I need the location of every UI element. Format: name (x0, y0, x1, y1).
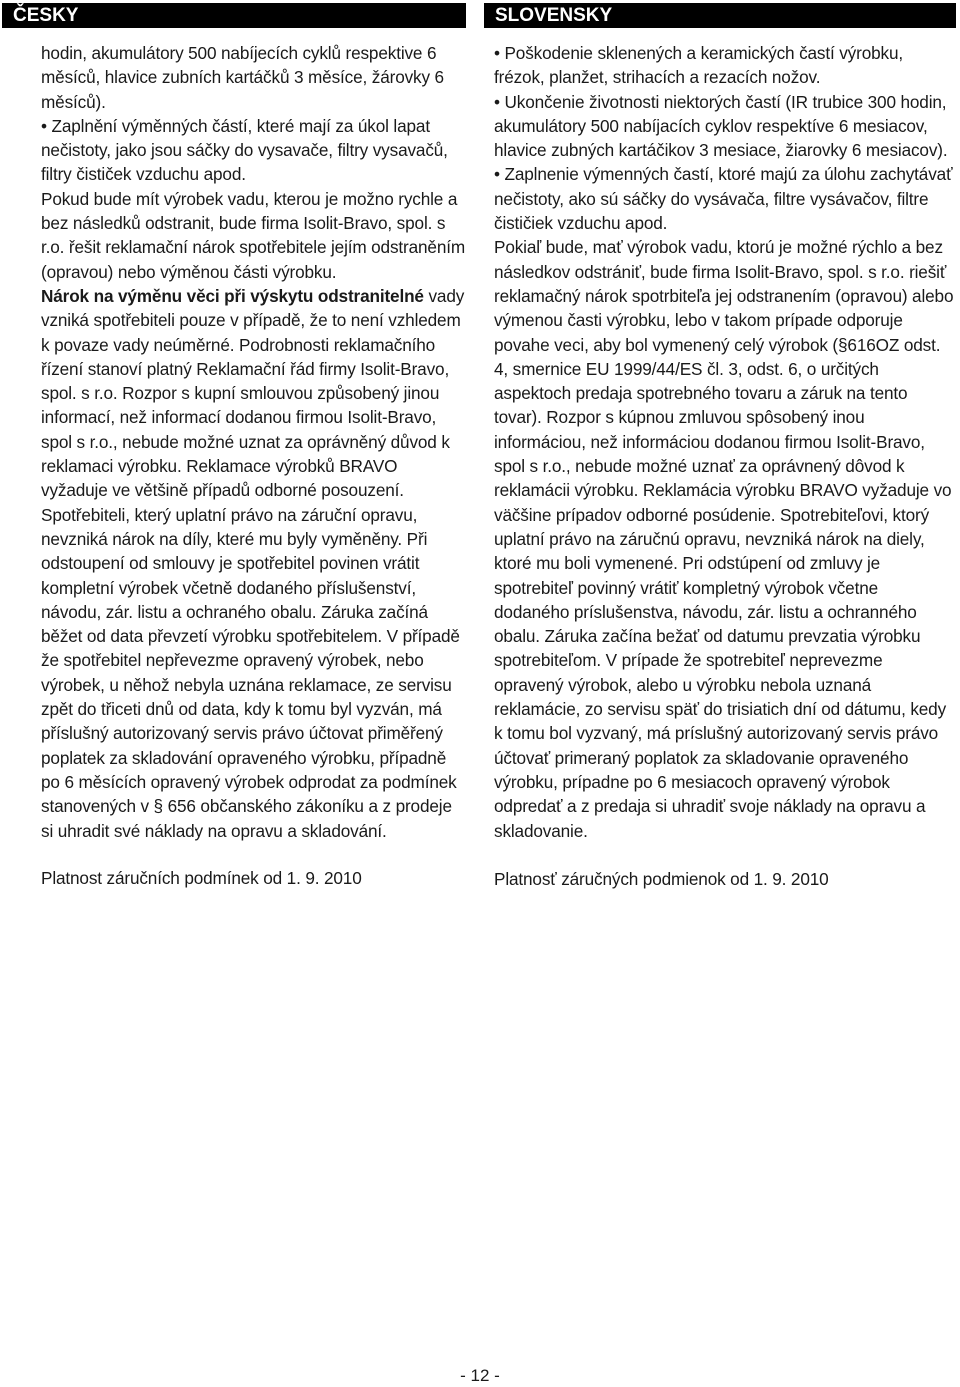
slovak-section-header: SLOVENSKY (484, 3, 956, 28)
czech-paragraph-4 (41, 284, 466, 843)
czech-paragraph-3: Pokud bude mít výrobek vadu, kterou je možno rychle a bez následků odstranit, bude firma Isolit-Bravo, spol. s r.o. řešit reklamační nárok spotřebitele jejím odstraněním (opravou) nebo výměnou části výrobku. (41, 188, 466, 282)
czech-validity-footer: Platnost záručních podmínek od 1. 9. 2010 (41, 867, 362, 888)
slovak-paragraph-4: Pokiaľ bude, mať výrobok vadu, ktorú je možné rýchlo a bez následkov odstrániť, bude firma Isolit-Bravo, spol. s r.o. riešiť reklamačný nárok spotrbiteľa jej odstranením (opravou) alebo výmenou časti výrobku, lebo v takom prípade odporuje povahe veci, aby bol vymenený celý výrobok (§616OZ odst. 4, smernice EU 1999/44/ES čl. 3, odst. 6, o určitých aspektoch predaja spotrebného tovaru a záruk na tento tovar). Rozpor s kúpnou zmluvou spôsobený inou informáciou, než informáciou dodanou firmou Isolit-Bravo, spol s r.o., nebude možné uznať za oprávnený dôvod k reklamácii výrobku. Reklamácia výrobku BRAVO vyžaduje vo väčšine prípadov odborné posúdenie. Spotrebiteľovi, ktorý uplatní právo na záručnú opravu, nevzniká nárok na diely, ktoré mu boli vymenené. Pri odstúpení od zmluvy je spotrebiteľ povinný vrátiť kompletný výrobok včetne dodaného príslušenstva, návodu, zár. listu a ochranného obalu. Záruka začína bežať od datumu prevzatia výrobku spotrebiteľom. V prípade že spotrebiteľ neprevezme opravený výrobok, alebo u výrobku nebola uznaná reklamácie, zo servisu späť do trisiatich dní od dátumu, kedy k tomu bol vyzvaný, má príslušný autorizovaný servis právo účtovať primeraný poplatok za skladovanie opraveného výrobku, prípadne po 6 mesiacoch opravený výrobok odpredať a z predaja si uhradiť svoje náklady na opravu a skladovanie. (494, 237, 954, 841)
czech-column (2, 3, 466, 890)
slovak-paragraph-3: • Zaplnenie výmenných častí, ktoré majú za úlohu zachytávať nečistoty, ako sú sáčky do vysávača, filtre vysávačov, filtre čističiek vzduchu apod. (494, 164, 953, 234)
czech-section-header: ČESKY (2, 3, 466, 28)
slovak-body (484, 28, 956, 891)
czech-paragraph-4-bold: Nárok na výměnu věci při výskytu odstranitelné (41, 285, 424, 306)
page-number: - 12 - (460, 1366, 500, 1385)
slovak-paragraph-1: • Poškodenie sklenených a keramických častí výrobku, frézok, planžet, strihacích a rezacích nožov. (494, 43, 903, 88)
czech-paragraph-4-text: vady vzniká spotřebiteli pouze v případě, že to není vzhledem k povaze vady neúměrné. Podrobnosti reklamačního řízení stanoví platný Reklamační řád firmy Isolit-Bravo, spol. s r.o. Rozpor s kupní smlouvou způsobený jinou informací, než informací dodanou firmou Isolit-Bravo, spol s r.o., nebude možné uznat za oprávněný důvod k reklamaci výrobku. Reklamace výrobků BRAVO vyžaduje ve většině případů odborné posouzení. Spotřebiteli, který uplatní právo na záruční opravu, nevzniká nárok na díly, které mu byly vyměněny. Při odstoupení od smlouvy je spotřebitel povinen vrátit kompletní výrobek včetně dodaného příslušenství, návodu, zár. listu a ochraného obalu. Záruka začíná běžet od data převzetí výrobku spotřebitelem. V případě že spotřebitel nepřevezme opravený výrobek, nebo výrobek, u něhož nebyla uznána reklamace, ze servisu zpět do třiceti dnů od data, kdy k tomu byl vyzván, má příslušný autorizovaný servis právo účtovat přiměřený poplatek za skladování opraveného výrobku, případně po 6 měsících opravený výrobek odprodat za podmínek stanovených v § 656 občanského zákoníku a z prodeje si uhradit své náklady na opravu a skladování. (41, 285, 465, 841)
czech-paragraph-2: • Zaplnění výměnných částí, které mají za úkol lapat nečistoty, jako jsou sáčky do vysavače, filtry vysavačů, filtry čističek vzduchu apod. (41, 115, 448, 185)
czech-paragraph-1: hodin, akumulátory 500 nabíjecích cyklů respektive 6 měsíců, hlavice zubních kartáčků 3 měsíce, žárovky 6 měsíců). (41, 43, 444, 112)
slovak-paragraph-2: • Ukončenie životnosti niektorých častí (IR trubice 300 hodin, akumulátory 500 nabíjacích cyklov respektíve 6 mesiacov, hlavice zubných kartáčikov 3 mesiace, žiarovky 6 mesiacov). (494, 91, 948, 161)
slovak-column (484, 3, 956, 891)
czech-body (2, 28, 466, 890)
slovak-validity-footer: Platnosť záručných podmienok od 1. 9. 2010 (494, 868, 829, 889)
